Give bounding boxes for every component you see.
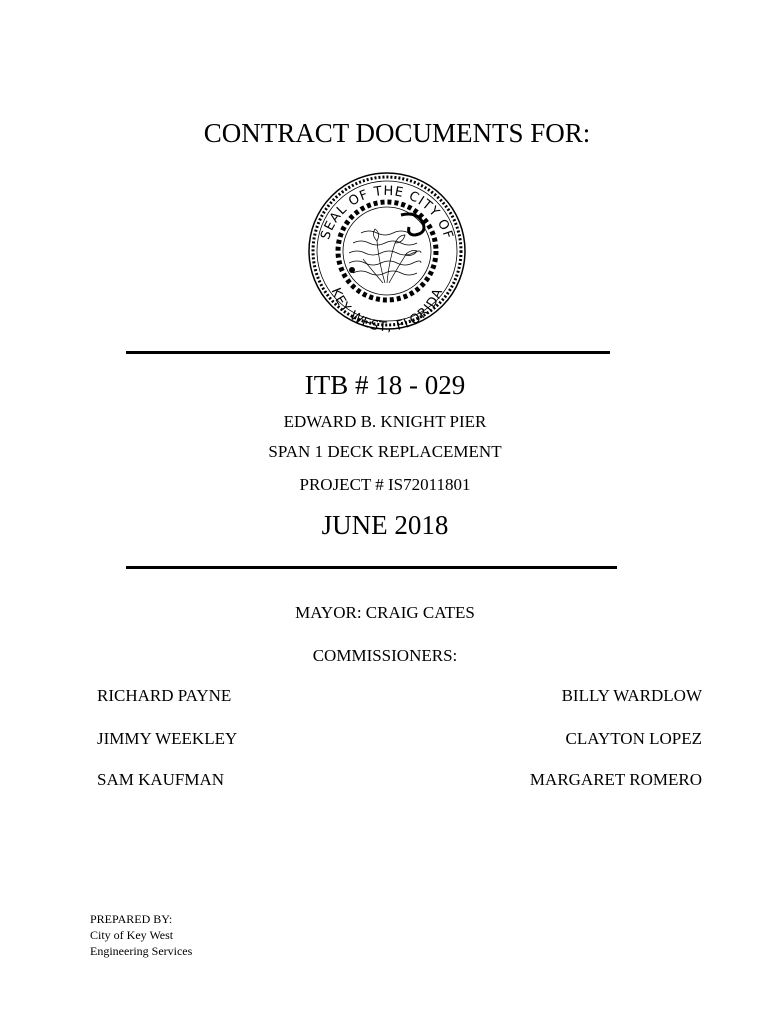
- document-title: CONTRACT DOCUMENTS FOR:: [203, 118, 591, 148]
- prepared-by-label: PREPARED BY:: [90, 912, 173, 926]
- bottom-divider: [126, 566, 617, 569]
- prepared-by-block: [90, 911, 192, 959]
- mayor-line: MAYOR: CRAIG CATES: [295, 603, 475, 622]
- commissioner-name: BILLY WARDLOW: [561, 686, 702, 705]
- commissioner-name: SAM KAUFMAN: [97, 770, 225, 789]
- top-divider: [126, 351, 610, 354]
- project-description: SPAN 1 DECK REPLACEMENT: [268, 442, 502, 461]
- prepared-by-org: City of Key West: [90, 928, 174, 942]
- prepared-by-department: Engineering Services: [90, 944, 193, 958]
- commissioners-heading: COMMISSIONERS:: [312, 646, 458, 665]
- svg-text:SEAL OF THE CITY OF: SEAL OF THE CITY OF: [318, 183, 456, 242]
- itb-number: ITB # 18 - 029: [304, 370, 466, 400]
- project-number: PROJECT # IS72011801: [299, 475, 471, 494]
- city-seal-image: [305, 163, 467, 338]
- project-name: EDWARD B. KNIGHT PIER: [283, 412, 487, 431]
- commissioner-name: MARGARET ROMERO: [529, 770, 702, 789]
- svg-text:KEY WEST, FLORIDA: KEY WEST, FLORIDA: [327, 285, 447, 336]
- commissioner-name: RICHARD PAYNE: [97, 686, 232, 705]
- commissioner-name: JIMMY WEEKLEY: [97, 729, 238, 748]
- project-date: JUNE 2018: [321, 510, 449, 540]
- commissioner-name: CLAYTON LOPEZ: [565, 729, 702, 748]
